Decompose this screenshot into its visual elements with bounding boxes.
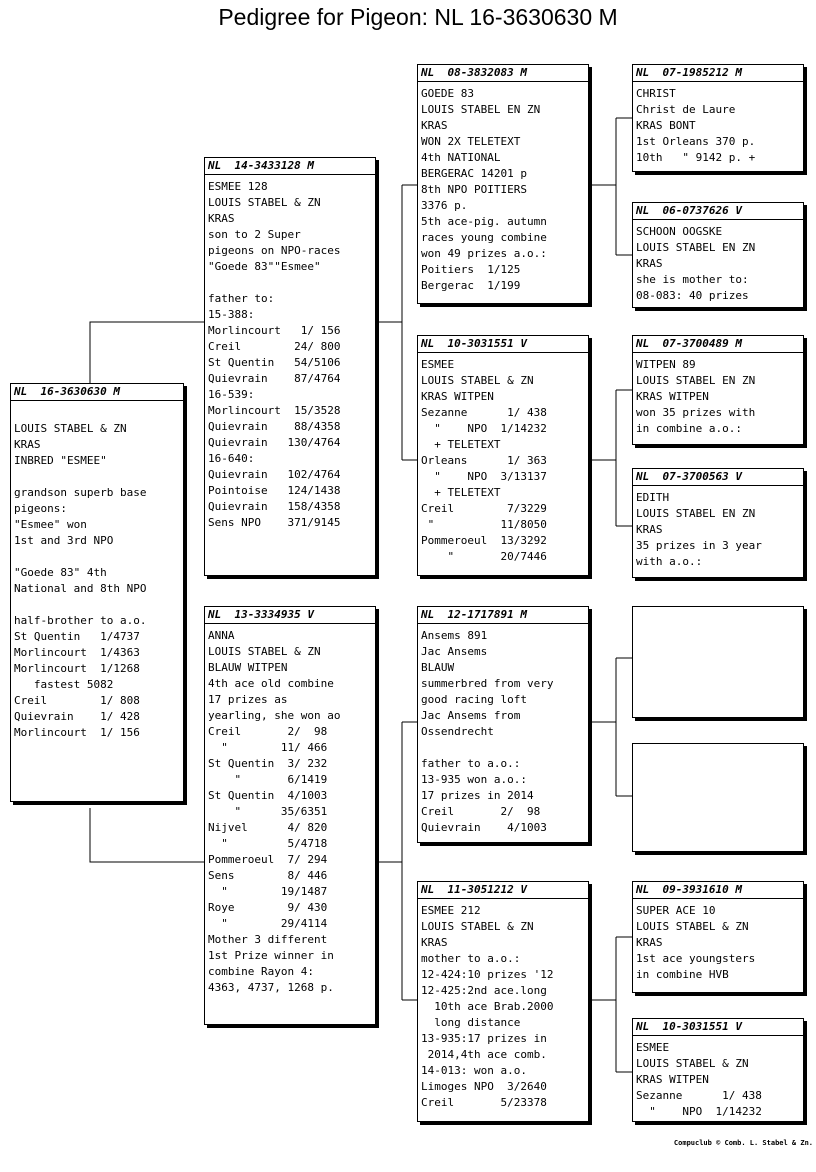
pigeon-card-dam <box>204 606 376 1025</box>
pigeon-ring-number: NL 06-0737626 V <box>633 203 803 220</box>
pigeon-card-granddam-paternal <box>417 335 589 576</box>
pigeon-ring-number: NL 12-1717891 M <box>418 607 588 624</box>
pigeon-ring-number: NL 09-3931610 M <box>633 882 803 899</box>
pigeon-ring-number: NL 14-3433128 M <box>205 158 375 175</box>
pigeon-details: ESMEE 128 LOUIS STABEL & ZN KRAS son to 2 Super pigeons on NPO-races "Goede 83""Esmee" father to: 15-388: Morlincourt 1/ 156 Creil 24/ 800 St Quentin 54/5106 Quievrain 87/4764 16-539: Morlincourt 15/3528 Quievrain 88/4358 Quievrain 130/4764 16-640: Quievrain 102/4764 Pointoise 124/1438 Quievrain 158/4358 Sens NPO 371/9145 <box>208 180 341 529</box>
pigeon-details: CHRIST Christ de Laure KRAS BONT 1st Orleans 370 p. 10th " 9142 p. + <box>636 87 756 164</box>
pigeon-ring-number: NL 10-3031551 V <box>418 336 588 353</box>
pigeon-details: EDITH LOUIS STABEL EN ZN KRAS 35 prizes in 3 year with a.o.: <box>636 491 762 568</box>
pigeon-card-grandsire-paternal <box>417 64 589 304</box>
pigeon-details: ESMEE LOUIS STABEL & ZN KRAS WITPEN Sezanne 1/ 438 " NPO 1/14232 + TELETEXT Orleans 1/ 363 " NPO 3/13137 + TELETEXT Creil 7/3229 " 11/8050 Pommeroeul 13/3292 " 20/7446 <box>421 358 547 563</box>
pigeon-details: ESMEE LOUIS STABEL & ZN KRAS WITPEN Sezanne 1/ 438 " NPO 1/14232 <box>636 1041 762 1118</box>
page-title: Pedigree for Pigeon: NL 16-3630630 M <box>218 4 618 30</box>
pigeon-details: GOEDE 83 LOUIS STABEL EN ZN KRAS WON 2X TELETEXT 4th NATIONAL BERGERAC 14201 p 8th NPO POITIERS 3376 p. 5th ace-pig. autumn races young combine won 49 prizes a.o.: Poitiers 1/125 Bergerac 1/199 <box>421 87 547 292</box>
pigeon-details: Ansems 891 Jac Ansems BLAUW summerbred from very good racing loft Jac Ansems from Ossendrecht father to a.o.: 13-935 won a.o.: 17 prizes in 2014 Creil 2/ 98 Quievrain 4/1003 <box>421 629 554 834</box>
pigeon-details: WITPEN 89 LOUIS STABEL EN ZN KRAS WITPEN won 35 prizes with in combine a.o.: <box>636 358 756 435</box>
pigeon-card-great-grandparent-7 <box>632 881 804 993</box>
pigeon-card-granddam-maternal <box>417 881 589 1122</box>
pigeon-card-sire <box>204 157 376 576</box>
pigeon-card-great-grandparent-5-empty <box>632 606 804 718</box>
pigeon-ring-number: NL 10-3031551 V <box>633 1019 803 1036</box>
pigeon-details: ANNA LOUIS STABEL & ZN BLAUW WITPEN 4th ace old combine 17 prizes as yearling, she won ao Creil 2/ 98 " 11/ 466 St Quentin 3/ 232 " 6/1419 St Quentin 4/1003 " 35/6351 Nijvel 4/ 820 " 5/4718 Pommeroeul 7/ 294 Sens 8/ 446 " 19/1487 Roye 9/ 430 " 29/4114 Mother 3 different 1st Prize winner in combine Rayon 4: 4363, 4737, 1268 p. <box>208 629 341 994</box>
pigeon-card-subject <box>10 383 184 802</box>
pigeon-details: LOUIS STABEL & ZN KRAS INBRED "ESMEE" grandson superb base pigeons: "Esmee" won 1st and 3rd NPO "Goede 83" 4th National and 8th NPO half-brother to a.o. St Quentin 1/4737 Morlincourt 1/4363 Morlincourt 1/1268 fastest 5082 Creil 1/ 808 Quievrain 1/ 428 Morlincourt 1/ 156 <box>14 422 147 739</box>
pigeon-ring-number: NL 07-1985212 M <box>633 65 803 82</box>
pigeon-ring-number: NL 16-3630630 M <box>11 384 183 401</box>
pigeon-details: SCHOON OOGSKE LOUIS STABEL EN ZN KRAS she is mother to: 08-083: 40 prizes <box>636 225 756 302</box>
pigeon-card-great-grandparent-3 <box>632 335 804 445</box>
pigeon-ring-number: NL 07-3700563 V <box>633 469 803 486</box>
pigeon-ring-number: NL 13-3334935 V <box>205 607 375 624</box>
pigeon-card-great-grandparent-2 <box>632 202 804 308</box>
pigeon-card-great-grandparent-4 <box>632 468 804 578</box>
pigeon-ring-number: NL 07-3700489 M <box>633 336 803 353</box>
pigeon-card-great-grandparent-6-empty <box>632 743 804 852</box>
pigeon-details: ESMEE 212 LOUIS STABEL & ZN KRAS mother to a.o.: 12-424:10 prizes '12 12-425:2nd ace.long 10th ace Brab.2000 long distance 13-935:17 prizes in 2014,4th ace comb. 14-013: won a.o. Limoges NPO 3/2640 Creil 5/23378 <box>421 904 554 1109</box>
pigeon-card-great-grandparent-1 <box>632 64 804 172</box>
pigeon-details: SUPER ACE 10 LOUIS STABEL & ZN KRAS 1st ace youngsters in combine HVB <box>636 904 756 981</box>
pigeon-card-grandsire-maternal <box>417 606 589 843</box>
pigeon-ring-number: NL 08-3832083 M <box>418 65 588 82</box>
pigeon-card-great-grandparent-8 <box>632 1018 804 1122</box>
pigeon-ring-number: NL 11-3051212 V <box>418 882 588 899</box>
footer-credit: Compuclub © Comb. L. Stabel & Zn. <box>673 1139 813 1147</box>
